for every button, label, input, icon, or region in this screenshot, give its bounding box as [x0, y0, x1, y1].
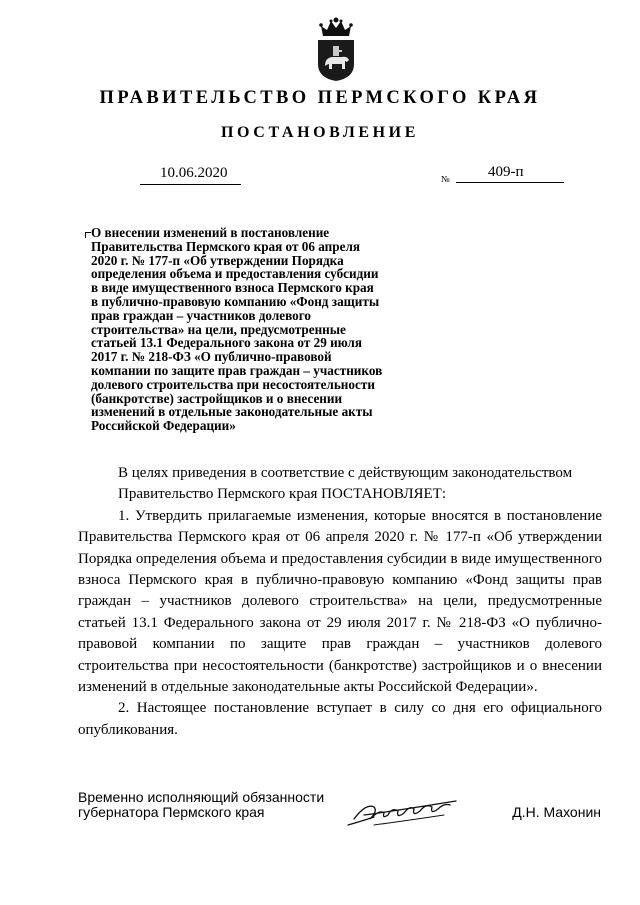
document-type-heading: ПОСТАНОВЛЕНИЕ	[221, 124, 419, 141]
clause-1: 1. Утвердить прилагаемые изменения, которые вносятся в постановление Правительства Пермского края от 06 апреля 2020 г. № 177-п «Об утверждении Порядка определения объема и предоставления субсидии в виде имущественного взноса Пермского края в публично-правовую компанию «Фонд защиты прав граждан – участников долевого строительства» на цели, предусмотренные статьей 13.1 Федерального закона от 29 июля 2017 г. № 218-ФЗ «О публично-правовой компании по защите прав граждан – участников долевого строительства при несостоятельности (банкротстве) застройщиков и о внесении изменений в отдельные законодательные акты Российской Федерации».	[78, 507, 602, 696]
perm-krai-coat-of-arms-icon	[315, 16, 357, 82]
clause-2: 2. Настоящее постановление вступает в силу со дня его официального опубликования.	[78, 700, 602, 738]
document-number: 409-п	[488, 164, 524, 180]
government-title: ПРАВИТЕЛЬСТВО ПЕРМСКОГО КРАЯ	[99, 88, 541, 108]
document-subject: О внесении изменений в постановление Правительства Пермского края от 06 апреля 2020 г. № 177-п «Об утверждении Порядка определения объема и предоставления субсидии в виде имущественного взноса Пермского края в публично-правовую компанию «Фонд защиты прав граждан – участников долевого строительства» на цели, предусмотренные статьей 13.1 Федерального закона от 29 июля 2017 г. № 218-ФЗ «О публично-правовой компании по защите прав граждан – участников долевого строительства при несостоятельности (банкротстве) застройщиков и о внесении изменений в отдельные законодательные акты Российской Федерации»	[91, 225, 383, 434]
preamble-line-2: Правительство Пермского края ПОСТАНОВЛЯЕТ:	[118, 486, 447, 503]
date-underline	[140, 184, 241, 185]
signatory-name: Д.Н. Махонин	[512, 804, 601, 820]
signatory-position: Временно исполняющий обязанности губернатора Пермского края	[78, 789, 325, 820]
preamble-line-1: В целях приведения в соответствие с действующим законодательством	[118, 465, 573, 481]
document-body	[78, 463, 602, 741]
handwritten-signature-icon	[344, 795, 464, 829]
document-date: 10.06.2020	[160, 165, 228, 181]
number-underline	[456, 182, 564, 183]
number-sign: №	[441, 174, 450, 184]
